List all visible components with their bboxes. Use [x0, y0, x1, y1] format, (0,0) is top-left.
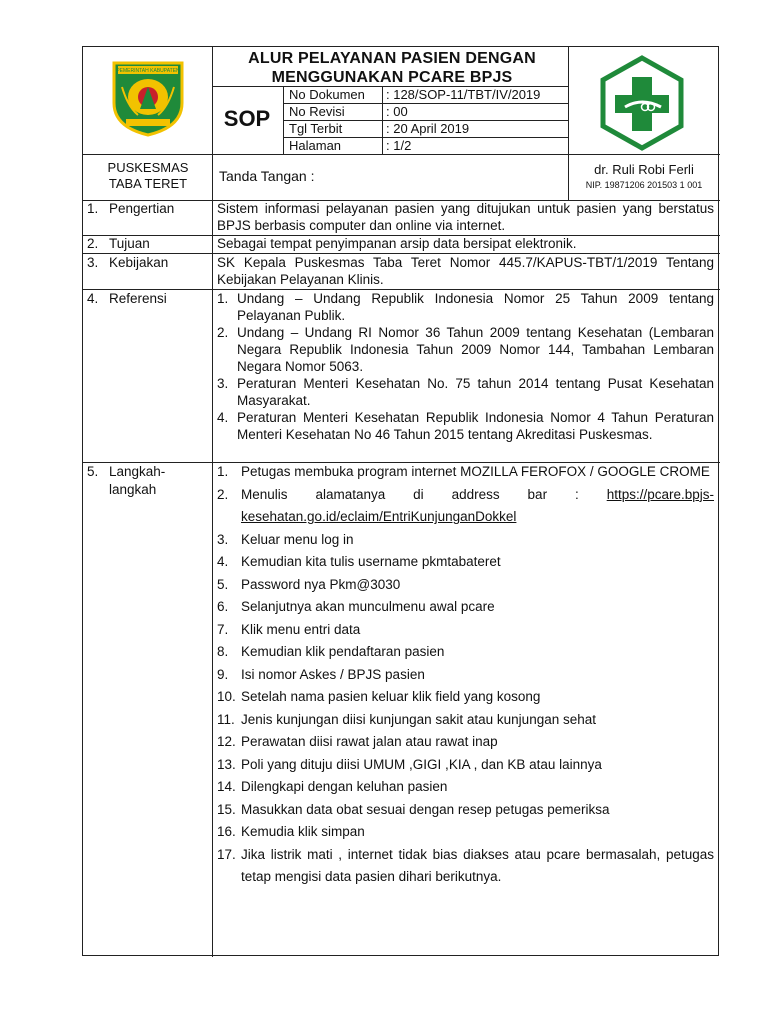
puskesmas-logo-icon [599, 55, 685, 151]
list-item: 13. Poli yang dituju diisi UMUM ,GIGI ,KIA , dan KB atau lainnya [217, 756, 602, 772]
list-item: 9. Isi nomor Askes / BPJS pasien [217, 666, 425, 682]
list-item: 2. Menulis alamatanya di address bar : https://pcare.bpjs-kesehatan.go.id/eclaim/EntriKunjunganDokkel [217, 486, 714, 524]
meta-value-no-dokumen: : 128/SOP-11/TBT/IV/2019 [386, 87, 541, 102]
list-item: 10. Setelah nama pasien keluar klik field yang kosong [217, 689, 541, 704]
list-item: 14. Dilengkapi dengan keluhan pasien [217, 779, 448, 794]
list-item: 6. Selanjutnya akan munculmenu awal pcare [217, 599, 495, 614]
list-item: 7. Klik menu entri data [217, 621, 361, 637]
meta-label-halaman: Halaman [289, 138, 342, 153]
list-item: 3. Keluar menu log in [217, 531, 354, 547]
divider [568, 154, 569, 200]
meta-value-halaman: : 1/2 [386, 138, 412, 153]
signature-label: Tanda Tangan : [219, 168, 315, 184]
meta-value-no-revisi: : 00 [386, 104, 408, 119]
meta-label-tgl-terbit: Tgl Terbit [289, 121, 343, 136]
list-item: 15. Masukkan data obat sesuai dengan resep petugas pemeriksa [217, 801, 610, 817]
section-label-referensi: 4. Referensi [87, 291, 167, 306]
list-item: 16. Kemudia klik simpan [217, 824, 365, 839]
section-label-kebijakan: 3. Kebijakan [87, 255, 169, 270]
section-list-referensi [217, 290, 714, 443]
sop-document [82, 46, 719, 956]
list-item: 4. Kemudian kita tulis username pkmtabateret [217, 554, 501, 569]
list-item: 8. Kemudian klik pendaftaran pasien [217, 644, 445, 659]
list-item: 2. Undang – Undang RI Nomor 36 Tahun 2009 tentang Kesehatan (Lembaran Negara Republik Indonesia Tahun 2009 Nomor 144, Tambahan Lembaran Negara Nomor 5063. [217, 325, 714, 374]
section-label-pengertian: 1. Pengertian [87, 201, 175, 216]
section-text-kebijakan: SK Kepala Puskesmas Taba Teret Nomor 445.7/KAPUS-TBT/1/2019 Tentang Kebijakan Pelayanan Klinis. [217, 255, 714, 287]
list-item: 11. Jenis kunjungan diisi kunjungan sakit atau kunjungan sehat [217, 711, 597, 727]
pcare-url-link[interactable]: https://pcare.bpjs-kesehatan.go.id/eclaim/EntriKunjunganDokkel [241, 486, 714, 524]
signatory-nip: NIP. 19871206 201503 1 001 [585, 180, 703, 190]
signatory-name: dr. Ruli Robi Ferli [594, 162, 694, 177]
section-label-tujuan: 2. Tujuan [87, 236, 150, 251]
organisation-name: PUSKESMAS TABA TERET [107, 160, 189, 191]
list-item: 12. Perawatan diisi rawat jalan atau rawat inap [217, 734, 498, 749]
meta-label-no-dokumen: No Dokumen [289, 87, 365, 102]
svg-text:PEMERINTAH KABUPATEN: PEMERINTAH KABUPATEN [116, 68, 180, 74]
list-item: 17. Jika listrik mati , internet tidak bias diakses atau pcare bermasalah, petugas tetap mengisi data pasien dihari berikutnya. [217, 846, 714, 884]
meta-label-no-revisi: No Revisi [289, 104, 345, 119]
regency-emblem-icon [108, 57, 188, 137]
list-item: 1. Petugas membuka program internet MOZILLA FEROFOX / GOOGLE CROME [217, 464, 710, 479]
document-title: ALUR PELAYANAN PASIEN DENGAN MENGGUNAKAN PCARE BPJS [248, 50, 536, 86]
list-item: 4. Peraturan Menteri Kesehatan Republik Indonesia Nomor 4 Tahun Peraturan Menteri Kesehatan No 46 Tahun 2015 tentang Akreditasi Puskesmas. [217, 410, 714, 442]
section-text-pengertian: Sistem informasi pelayanan pasien yang ditujukan untuk pasien yang berstatus BPJS berbasis computer dan online via internet. [217, 201, 714, 233]
section-text-tujuan: Sebagai tempat penyimpanan arsip data bersipat elektronik. [217, 236, 577, 251]
list-item: 5. Password nya Pkm@3030 [217, 576, 401, 592]
section-label-langkah: 5. Langkah- langkah [87, 464, 166, 497]
section-list-langkah [217, 461, 714, 889]
list-item: 1. Undang – Undang Republik Indonesia Nomor 25 Tahun 2009 tentang Pelayanan Publik. [217, 291, 714, 323]
meta-value-tgl-terbit: : 20 April 2019 [386, 121, 470, 136]
sop-label: SOP [223, 106, 271, 131]
list-item: 3. Peraturan Menteri Kesehatan No. 75 tahun 2014 tentang Pusat Kesehatan Masyarakat. [217, 376, 714, 408]
